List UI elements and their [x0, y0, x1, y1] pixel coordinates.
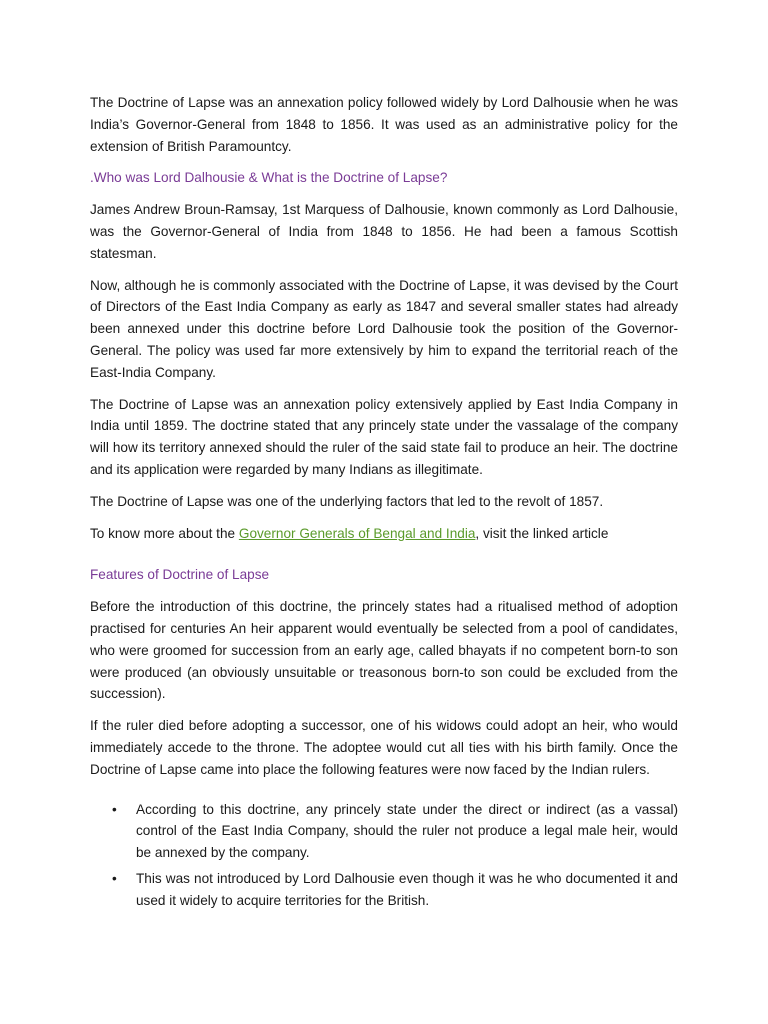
devised-paragraph: Now, although he is commonly associated with the Doctrine of Lapse, it was devised by the Court of Directors of the East India Company as early as 1847 and several smaller states had already been annexed under this doctrine before Lord Dalhousie took the position of the Governor-General. The policy was used far more extensively by him to expand the territorial reach of the East-India Company.	[90, 277, 678, 380]
list-item-text: According to this doctrine, any princely state under the direct or indirect (as a vassal) control of the East India Company, should the ruler not produce a legal male heir, would be annexed by the company.	[136, 801, 678, 861]
section-heading-who: .Who was Lord Dalhousie & What is the Doctrine of Lapse?	[90, 170, 448, 186]
bullet-icon: •	[112, 870, 117, 886]
governor-generals-link[interactable]: Governor Generals of Bengal and India	[238, 525, 476, 541]
intro-paragraph: The Doctrine of Lapse was an annexation policy followed widely by Lord Dalhousie when he was India’s Governor-General from 1848 to 1856. It was used as an administrative policy for the extension of British Paramountcy.	[90, 95, 678, 154]
know-more-prefix: To know more about the	[90, 525, 239, 541]
list-item-text: This was not introduced by Lord Dalhousie even though it was he who documented it and used it widely to acquire territories for the British.	[136, 870, 678, 908]
before-paragraph: Before the introduction of this doctrine, the princely states had a ritualised method of adoption practised for centuries An heir apparent would eventually be selected from a pool of candidates, who were groomed for succession from an early age, called bhayats if no competent born-to son were produced (an obviously unsuitable or treasonous born-to son could be excluded from the succession).	[90, 599, 678, 702]
policy-paragraph: The Doctrine of Lapse was an annexation policy extensively applied by East India Company in India until 1859. The doctrine stated that any princely state under the vassalage of the company will how its territory annexed should the ruler of the said state fail to produce an heir. The doctrine and its application were regarded by many Indians as illegitimate.	[90, 396, 678, 477]
section-heading-features: Features of Doctrine of Lapse	[90, 567, 270, 583]
revolt-paragraph: The Doctrine of Lapse was one of the underlying factors that led to the revolt of 1857.	[90, 493, 604, 509]
ruler-paragraph: If the ruler died before adopting a successor, one of his widows could adopt an heir, who would immediately accede to the throne. The adoptee would cut all ties with his birth family. Once the Doctrine of Lapse came into place the following features were now faced by the Indian rulers.	[90, 718, 678, 777]
dalhousie-paragraph: James Andrew Broun-Ramsay, 1st Marquess of Dalhousie, known commonly as Lord Dalhousie, was the Governor-General of India from 1848 to 1856. He had been a famous Scottish statesman.	[90, 202, 678, 261]
document-page	[90, 92, 678, 916]
know-more-paragraph	[90, 523, 678, 545]
bullet-icon: •	[112, 801, 117, 817]
features-list	[90, 799, 678, 912]
know-more-suffix: , visit the linked article	[475, 525, 609, 541]
list-item	[90, 799, 678, 864]
list-item	[90, 868, 678, 912]
